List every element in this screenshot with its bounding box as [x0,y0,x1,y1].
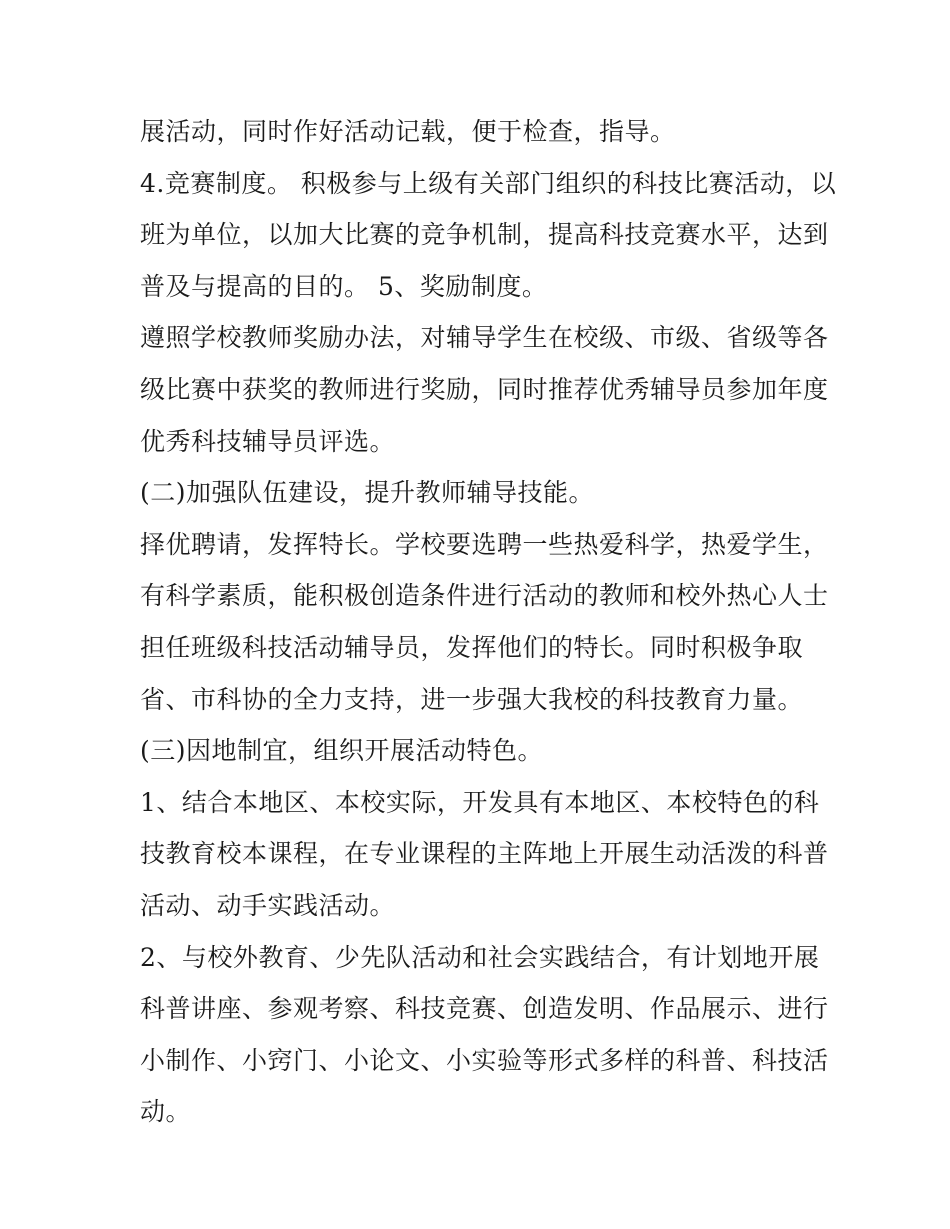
text-line: 择优聘请，发挥特长。学校要选聘一些热爱科学，热爱学生， [140,529,829,559]
text-line: 4.竞赛制度。 积极参与上级有关部门组织的科技比赛活动，以 [140,168,837,198]
text-line: 普及与提高的目的。 5、奖励制度。 [140,271,548,301]
text-line: 展活动，同时作好活动记载，便于检查，指导。 [140,117,676,146]
text-line: 班为单位，以加大比赛的竞争机制，提高科技竞赛水平，达到 [140,220,829,250]
text-line: 有科学素质，能积极创造条件进行活动的教师和校外热心人士 [140,581,829,611]
text-line: 科普讲座、参观考察、科技竞赛、创造发明、作品展示、进行 [140,994,829,1024]
text-line: 小制作、小窍门、小论文、小实验等形式多样的科普、科技活 [140,1045,829,1075]
text-line: 活动、动手实践活动。 [140,890,396,920]
text-line: 动。 [140,1097,192,1127]
text-line: 2、与校外教育、少先队活动和社会实践结合，有计划地开展 [140,942,820,972]
text-line: 担任班级科技活动辅导员，发挥他们的特长。同时积极争取 [140,632,804,662]
text-line: 技教育校本课程，在专业课程的主阵地上开展生动活泼的科普 [140,839,829,869]
section-heading: (二)加强队伍建设，提升教师辅导技能。 [140,478,595,508]
text-line: 级比赛中获奖的教师进行奖励，同时推荐优秀辅导员参加年度 [140,374,829,404]
section-heading: (三)因地制宜，组织开展活动特色。 [140,736,544,766]
text-line: 遵照学校教师奖励办法，对辅导学生在校级、市级、省级等各 [140,323,829,353]
text-line: 优秀科技辅导员评选。 [140,426,396,456]
text-line: 省、市科协的全力支持，进一步强大我校的科技教育力量。 [140,684,804,714]
document-body [140,106,837,1138]
text-line: 1、结合本地区、本校实际，开发具有本地区、本校特色的科 [140,787,820,817]
